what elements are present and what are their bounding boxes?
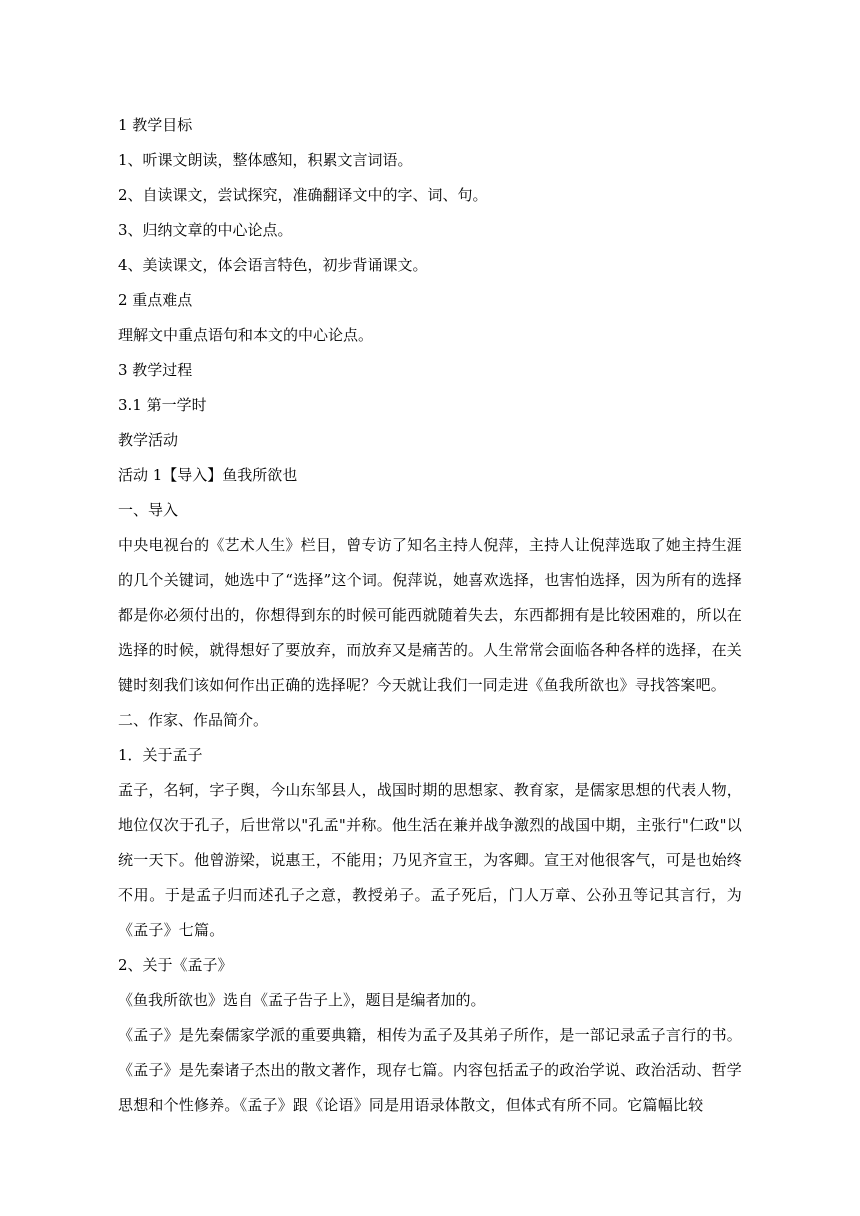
goal-item: 3、归纳文章的中心论点。 [118, 221, 293, 239]
mencius-paragraph: 孟子，名轲，字子舆，今山东邹县人，战国时期的思想家、教育家，是儒家思想的代表人物，地位仅次于孔子，后世常以"孔孟"并称。他生活在兼并战争激烈的战国中期，主张行"仁政"以统一天下。他曾游梁，说惠王，不能用；乃见齐宣王，为客卿。宣王对他很客气，可是也始终不用。于是孟子归而述孔子之意，教授弟子。孟子死后，门人万章、公孙丑等记其言行，为《孟子》七篇。 [118, 781, 742, 939]
author-work-heading: 二、作家、作品简介。 [118, 711, 269, 729]
goal-item: 4、美读课文，体会语言特色，初步背诵课文。 [118, 256, 428, 274]
goal-item: 2、自读课文，尝试探究，准确翻译文中的字、词、句。 [118, 186, 488, 204]
intro-paragraph: 中央电视台的《艺术人生》栏目，曾专访了知名主持人倪萍，主持人让倪萍选取了她主持生涯的几个关键词，她选中了“选择”这个词。倪萍说，她喜欢选择，也害怕选择，因为所有的选择都是你必须付出的，你想得到东的时候可能西就随着失去，东西都拥有是比较困难的，所以在选择的时候，就得想好了要放弃，而放弃又是痛苦的。人生常常会面临各种各样的选择，在关键时刻我们该如何作出正确的选择呢？今天就让我们一同走进《鱼我所欲也》寻找答案吧。 [118, 536, 742, 694]
book-source-text: 《鱼我所欲也》选自《孟子告子上》，题目是编者加的。 [118, 991, 486, 1009]
activity-label: 教学活动 [118, 431, 179, 449]
activity-1-title: 活动 1【导入】鱼我所欲也 [118, 466, 298, 484]
key-points-text: 理解文中重点语句和本文的中心论点。 [118, 326, 374, 344]
section-heading-teaching-process: 3 教学过程 [118, 361, 193, 379]
document-page [118, 108, 742, 1123]
section-heading-teaching-goals: 1 教学目标 [118, 116, 193, 134]
section-heading-key-points: 2 重点难点 [118, 291, 193, 309]
subsection-heading-first-lesson: 3.1 第一学时 [118, 396, 207, 414]
book-heading: 2、关于《孟子》 [118, 956, 233, 974]
book-paragraph: 《孟子》是先秦儒家学派的重要典籍，相传为孟子及其弟子所作，是一部记录孟子言行的书。《孟子》是先秦诸子杰出的散文著作，现存七篇。内容包括孟子的政治学说、政治活动、哲学思想和个性修养。《孟子》跟《论语》同是用语录体散文，但体式有所不同。它篇幅比较 [118, 1026, 742, 1114]
intro-heading: 一、导入 [118, 501, 179, 519]
mencius-heading: 1．关于孟子 [118, 746, 203, 764]
goal-item: 1、听课文朗读，整体感知，积累文言词语。 [118, 151, 413, 169]
